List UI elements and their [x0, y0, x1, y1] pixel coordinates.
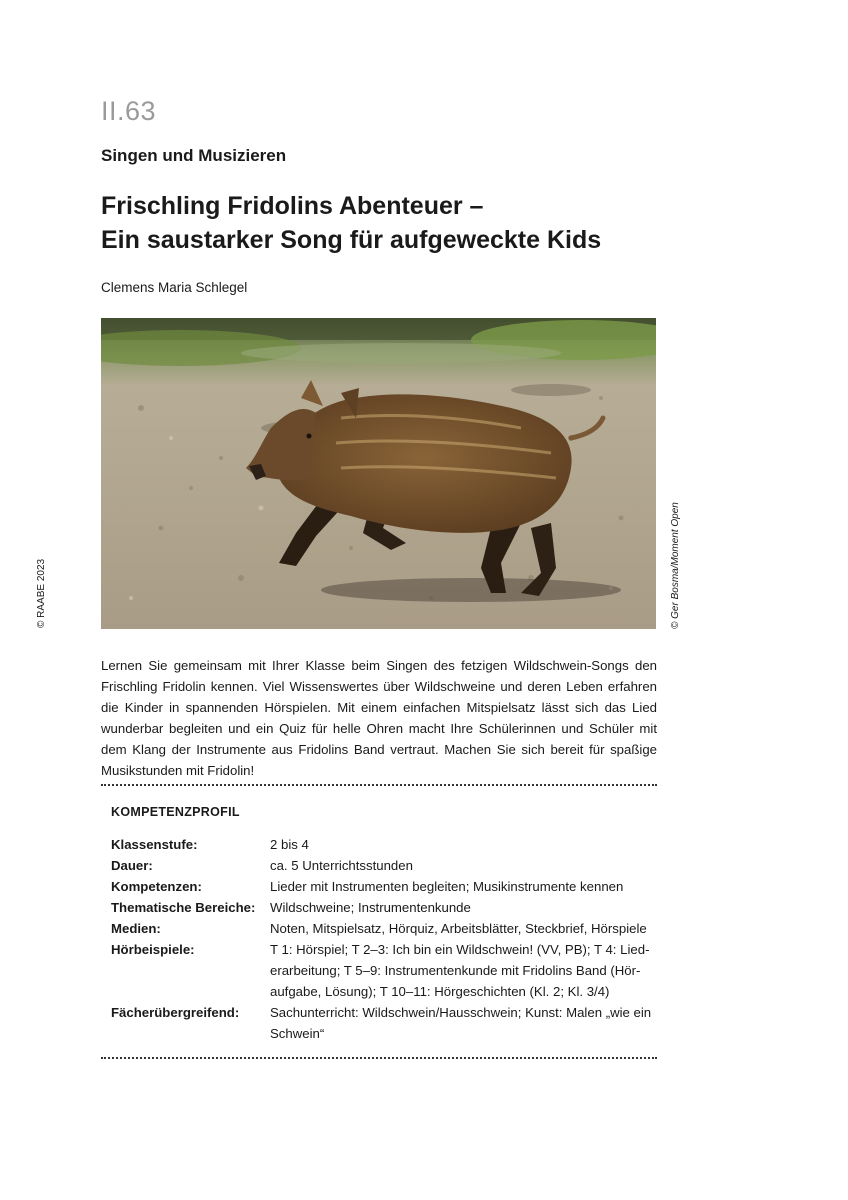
category-label: Singen und Musizieren [101, 146, 287, 165]
photo-credit: © Ger Bosma/Moment Open [670, 502, 681, 629]
dotted-divider-bottom [101, 1057, 657, 1059]
table-row [111, 918, 656, 939]
section-code: II.63 [101, 96, 157, 126]
row-label: Medien: [111, 921, 161, 936]
intro-paragraph: Lernen Sie gemeinsam mit Ihrer Klasse beim Singen des fetzigen Wildschwein-Songs den Frischling Fridolin kennen. Viel Wissenswertes über Wildschweine und deren Leben erfahren die Kinder in spannenden Hörspielen. Mit einem einfachen Mitspielsatz lässt sich das Lied wunderbar begleiten und ein Quiz für helle Ohren macht Ihre Schülerinnen und Schüler mit dem Klang der Instrumente aus Fridolins Band vertraut. Machen Sie sich bereit für spaßige Musikstunden mit Fridolin! [101, 658, 657, 778]
table-row [111, 897, 656, 918]
table-row [111, 834, 656, 855]
page-title [101, 189, 741, 257]
table-row [111, 855, 656, 876]
row-value: Lieder mit Instrumenten begleiten; Musikinstrumente kennen [270, 879, 624, 894]
row-label: Dauer: [111, 858, 153, 873]
row-value: T 1: Hörspiel; T 2–3: Ich bin ein Wildschwein! (VV, PB); T 4: Liederarbeitung; T 5–9: Instrumentenkunde mit Fridolins Band (Höraufgabe, Lösung); T 10–11: Hörgeschichten (Kl. 2; Kl. 3/4) [270, 942, 650, 999]
row-value: Sachunterricht: Wildschwein/Hausschwein; Kunst: Malen „wie ein Schwein“ [270, 1005, 652, 1041]
table-row [111, 1002, 656, 1044]
title-line-1: Frischling Fridolins Abenteuer – [101, 192, 484, 220]
kompetenzprofil-heading: KOMPETENZPROFIL [111, 805, 240, 819]
kompetenzprofil-table [111, 834, 656, 1044]
dotted-divider-top [101, 784, 657, 786]
row-label: Fächerübergreifend: [111, 1005, 240, 1020]
row-value: 2 bis 4 [270, 837, 309, 852]
copyright-notice: © RAABE 2023 [36, 558, 47, 628]
row-label: Klassenstufe: [111, 837, 198, 852]
row-value: ca. 5 Unterrichtsstunden [270, 858, 413, 873]
row-value: Noten, Mitspielsatz, Hörquiz, Arbeitsblätter, Steckbrief, Hörspiele [270, 921, 647, 936]
row-value: Wildschweine; Instrumentenkunde [270, 900, 471, 915]
row-label: Kompetenzen: [111, 879, 202, 894]
author-name: Clemens Maria Schlegel [101, 280, 248, 295]
row-label: Hörbeispiele: [111, 942, 195, 957]
table-row [111, 939, 656, 1002]
table-row [111, 876, 656, 897]
title-line-2: Ein saustarker Song für aufgeweckte Kids [101, 226, 602, 254]
wild-boar-photo [101, 318, 656, 629]
row-label: Thematische Bereiche: [111, 900, 256, 915]
